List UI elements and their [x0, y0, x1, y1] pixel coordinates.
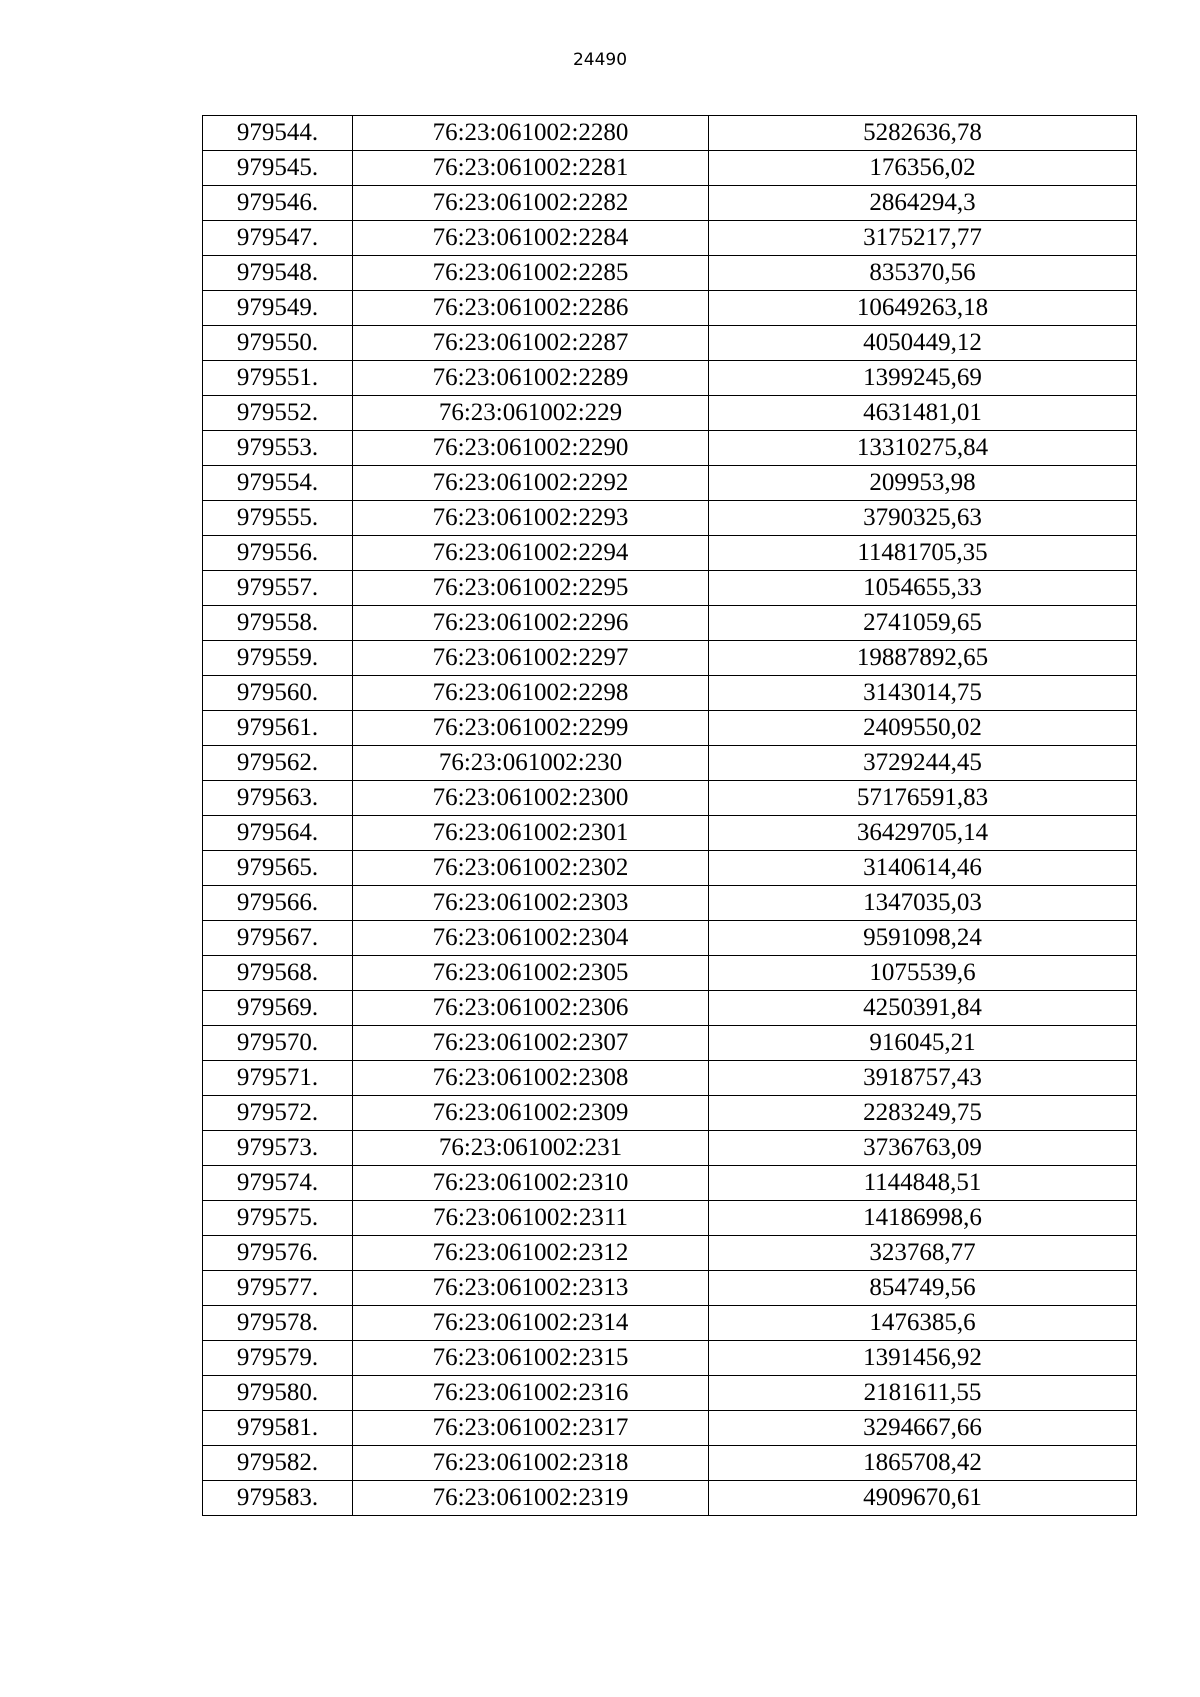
table-row	[203, 326, 1137, 361]
row-number-cell: 979559.	[203, 641, 353, 676]
value-cell: 854749,56	[709, 1271, 1137, 1306]
row-number-cell: 979568.	[203, 956, 353, 991]
table-row	[203, 466, 1137, 501]
row-number-cell: 979575.	[203, 1201, 353, 1236]
cadastral-number-cell: 76:23:061002:2294	[353, 536, 709, 571]
table-row	[203, 1446, 1137, 1481]
cadastral-number-cell: 76:23:061002:2308	[353, 1061, 709, 1096]
cadastral-number-cell: 76:23:061002:2296	[353, 606, 709, 641]
table-row	[203, 1341, 1137, 1376]
value-cell: 4909670,61	[709, 1481, 1137, 1516]
value-cell: 1075539,6	[709, 956, 1137, 991]
table-row	[203, 1096, 1137, 1131]
table-row	[203, 956, 1137, 991]
table-row	[203, 256, 1137, 291]
value-cell: 2864294,3	[709, 186, 1137, 221]
row-number-cell: 979570.	[203, 1026, 353, 1061]
value-cell: 10649263,18	[709, 291, 1137, 326]
table-row	[203, 151, 1137, 186]
value-cell: 14186998,6	[709, 1201, 1137, 1236]
value-cell: 3790325,63	[709, 501, 1137, 536]
value-cell: 57176591,83	[709, 781, 1137, 816]
value-cell: 4250391,84	[709, 991, 1137, 1026]
table-row	[203, 781, 1137, 816]
value-cell: 36429705,14	[709, 816, 1137, 851]
cadastral-number-cell: 76:23:061002:231	[353, 1131, 709, 1166]
row-number-cell: 979564.	[203, 816, 353, 851]
cadastral-number-cell: 76:23:061002:2299	[353, 711, 709, 746]
table-row	[203, 291, 1137, 326]
table-row	[203, 1061, 1137, 1096]
value-cell: 19887892,65	[709, 641, 1137, 676]
cadastral-number-cell: 76:23:061002:2298	[353, 676, 709, 711]
value-cell: 2181611,55	[709, 1376, 1137, 1411]
row-number-cell: 979576.	[203, 1236, 353, 1271]
cadastral-number-cell: 76:23:061002:2306	[353, 991, 709, 1026]
cadastral-number-cell: 76:23:061002:2284	[353, 221, 709, 256]
cadastral-number-cell: 76:23:061002:2293	[353, 501, 709, 536]
cadastral-number-cell: 76:23:061002:2281	[353, 151, 709, 186]
cadastral-number-cell: 76:23:061002:2312	[353, 1236, 709, 1271]
row-number-cell: 979546.	[203, 186, 353, 221]
row-number-cell: 979549.	[203, 291, 353, 326]
value-cell: 1391456,92	[709, 1341, 1137, 1376]
value-cell: 323768,77	[709, 1236, 1137, 1271]
table-row	[203, 396, 1137, 431]
table-row	[203, 186, 1137, 221]
cadastral-number-cell: 76:23:061002:2305	[353, 956, 709, 991]
value-cell: 9591098,24	[709, 921, 1137, 956]
registry-table	[202, 115, 1137, 1516]
table-row	[203, 1306, 1137, 1341]
value-cell: 1054655,33	[709, 571, 1137, 606]
row-number-cell: 979548.	[203, 256, 353, 291]
cadastral-number-cell: 76:23:061002:2290	[353, 431, 709, 466]
cadastral-number-cell: 76:23:061002:2313	[353, 1271, 709, 1306]
table-row	[203, 1481, 1137, 1516]
value-cell: 3736763,09	[709, 1131, 1137, 1166]
cadastral-number-cell: 76:23:061002:2318	[353, 1446, 709, 1481]
value-cell: 2283249,75	[709, 1096, 1137, 1131]
cadastral-number-cell: 76:23:061002:2303	[353, 886, 709, 921]
row-number-cell: 979577.	[203, 1271, 353, 1306]
table-row	[203, 221, 1137, 256]
table-row	[203, 746, 1137, 781]
table-row	[203, 1271, 1137, 1306]
table-row	[203, 606, 1137, 641]
table-row	[203, 116, 1137, 151]
cadastral-number-cell: 76:23:061002:2311	[353, 1201, 709, 1236]
cadastral-number-cell: 76:23:061002:2282	[353, 186, 709, 221]
cadastral-number-cell: 76:23:061002:2310	[353, 1166, 709, 1201]
value-cell: 1399245,69	[709, 361, 1137, 396]
row-number-cell: 979553.	[203, 431, 353, 466]
value-cell: 1865708,42	[709, 1446, 1137, 1481]
cadastral-number-cell: 76:23:061002:2316	[353, 1376, 709, 1411]
cadastral-number-cell: 76:23:061002:2317	[353, 1411, 709, 1446]
row-number-cell: 979574.	[203, 1166, 353, 1201]
table-row	[203, 536, 1137, 571]
value-cell: 916045,21	[709, 1026, 1137, 1061]
row-number-cell: 979566.	[203, 886, 353, 921]
row-number-cell: 979583.	[203, 1481, 353, 1516]
cadastral-number-cell: 76:23:061002:2300	[353, 781, 709, 816]
cadastral-number-cell: 76:23:061002:2286	[353, 291, 709, 326]
value-cell: 2409550,02	[709, 711, 1137, 746]
table-row	[203, 991, 1137, 1026]
value-cell: 4631481,01	[709, 396, 1137, 431]
table-row	[203, 851, 1137, 886]
table-row	[203, 571, 1137, 606]
row-number-cell: 979571.	[203, 1061, 353, 1096]
cadastral-number-cell: 76:23:061002:230	[353, 746, 709, 781]
row-number-cell: 979561.	[203, 711, 353, 746]
row-number-cell: 979562.	[203, 746, 353, 781]
value-cell: 3294667,66	[709, 1411, 1137, 1446]
row-number-cell: 979551.	[203, 361, 353, 396]
row-number-cell: 979552.	[203, 396, 353, 431]
table-row	[203, 361, 1137, 396]
row-number-cell: 979545.	[203, 151, 353, 186]
row-number-cell: 979572.	[203, 1096, 353, 1131]
cadastral-number-cell: 76:23:061002:2280	[353, 116, 709, 151]
table-row	[203, 501, 1137, 536]
row-number-cell: 979578.	[203, 1306, 353, 1341]
row-number-cell: 979581.	[203, 1411, 353, 1446]
value-cell: 1476385,6	[709, 1306, 1137, 1341]
cadastral-number-cell: 76:23:061002:2302	[353, 851, 709, 886]
value-cell: 1347035,03	[709, 886, 1137, 921]
value-cell: 835370,56	[709, 256, 1137, 291]
row-number-cell: 979555.	[203, 501, 353, 536]
row-number-cell: 979558.	[203, 606, 353, 641]
table-row	[203, 1201, 1137, 1236]
row-number-cell: 979563.	[203, 781, 353, 816]
row-number-cell: 979567.	[203, 921, 353, 956]
value-cell: 3918757,43	[709, 1061, 1137, 1096]
value-cell: 5282636,78	[709, 116, 1137, 151]
cadastral-number-cell: 76:23:061002:2304	[353, 921, 709, 956]
row-number-cell: 979569.	[203, 991, 353, 1026]
value-cell: 176356,02	[709, 151, 1137, 186]
value-cell: 3175217,77	[709, 221, 1137, 256]
table-row	[203, 676, 1137, 711]
cadastral-number-cell: 76:23:061002:2309	[353, 1096, 709, 1131]
value-cell: 3143014,75	[709, 676, 1137, 711]
table-row	[203, 1166, 1137, 1201]
row-number-cell: 979582.	[203, 1446, 353, 1481]
value-cell: 3140614,46	[709, 851, 1137, 886]
cadastral-number-cell: 76:23:061002:229	[353, 396, 709, 431]
row-number-cell: 979579.	[203, 1341, 353, 1376]
table-row	[203, 711, 1137, 746]
table-row	[203, 431, 1137, 466]
table-body	[203, 116, 1137, 1516]
row-number-cell: 979547.	[203, 221, 353, 256]
row-number-cell: 979557.	[203, 571, 353, 606]
table-row	[203, 1236, 1137, 1271]
cadastral-number-cell: 76:23:061002:2292	[353, 466, 709, 501]
table-row	[203, 1131, 1137, 1166]
cadastral-number-cell: 76:23:061002:2314	[353, 1306, 709, 1341]
cadastral-number-cell: 76:23:061002:2301	[353, 816, 709, 851]
cadastral-number-cell: 76:23:061002:2289	[353, 361, 709, 396]
row-number-cell: 979544.	[203, 116, 353, 151]
row-number-cell: 979560.	[203, 676, 353, 711]
table-row	[203, 1411, 1137, 1446]
row-number-cell: 979554.	[203, 466, 353, 501]
table-row	[203, 641, 1137, 676]
value-cell: 1144848,51	[709, 1166, 1137, 1201]
cadastral-number-cell: 76:23:061002:2287	[353, 326, 709, 361]
page-number: 24490	[572, 50, 628, 70]
row-number-cell: 979556.	[203, 536, 353, 571]
row-number-cell: 979580.	[203, 1376, 353, 1411]
value-cell: 3729244,45	[709, 746, 1137, 781]
cadastral-number-cell: 76:23:061002:2285	[353, 256, 709, 291]
table-row	[203, 921, 1137, 956]
cadastral-number-cell: 76:23:061002:2315	[353, 1341, 709, 1376]
cadastral-number-cell: 76:23:061002:2307	[353, 1026, 709, 1061]
value-cell: 13310275,84	[709, 431, 1137, 466]
cadastral-number-cell: 76:23:061002:2297	[353, 641, 709, 676]
value-cell: 11481705,35	[709, 536, 1137, 571]
value-cell: 209953,98	[709, 466, 1137, 501]
cadastral-number-cell: 76:23:061002:2295	[353, 571, 709, 606]
row-number-cell: 979573.	[203, 1131, 353, 1166]
value-cell: 4050449,12	[709, 326, 1137, 361]
row-number-cell: 979565.	[203, 851, 353, 886]
table-row	[203, 886, 1137, 921]
table-row	[203, 1026, 1137, 1061]
table-row	[203, 816, 1137, 851]
cadastral-number-cell: 76:23:061002:2319	[353, 1481, 709, 1516]
table-row	[203, 1376, 1137, 1411]
row-number-cell: 979550.	[203, 326, 353, 361]
value-cell: 2741059,65	[709, 606, 1137, 641]
